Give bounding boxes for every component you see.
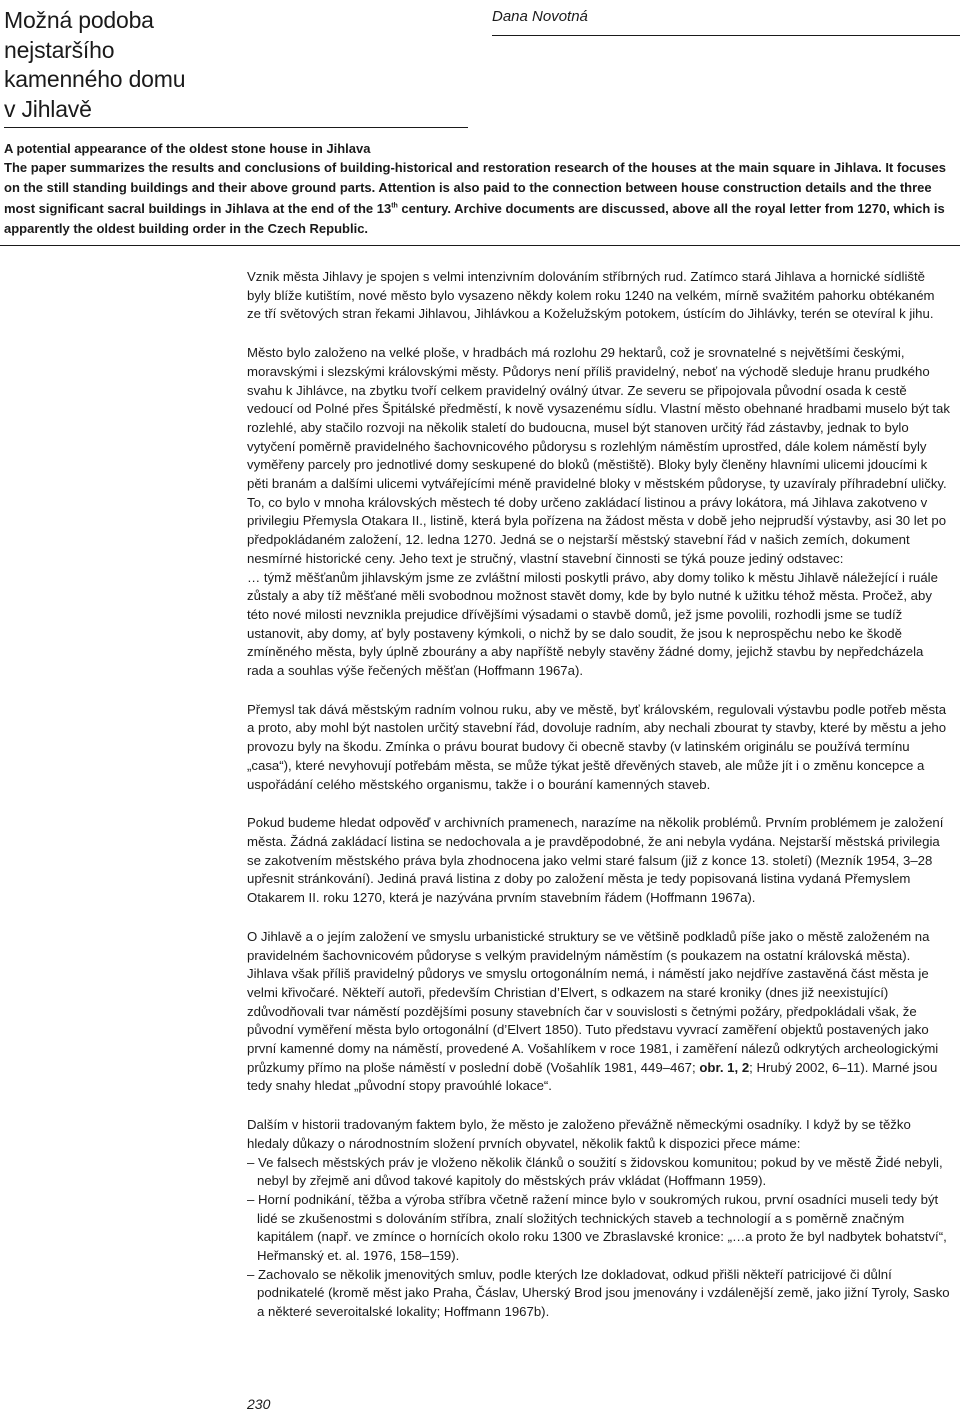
body-paragraph — [247, 928, 951, 1096]
body-paragraph — [247, 344, 951, 681]
title-line: v Jihlavě — [4, 95, 92, 122]
title-line: nejstaršího — [4, 36, 115, 63]
charter-quote: … týmž měšťanům jihlavským jsme ze zvláštní milosti poskytli právo, aby domy toliko k městu Jihlavě náležející i ruále zůstaly a aby tíž měšťané měli svobodnou možnost stavět domy, kde by bylo nutné k užitku téhož města. Pročež, aby této nové milosti nevznikla prejudice dřívějšími výsadami o stavbě domů, jež jsme povolili, rozhodli jsme se tudíž ustanovit, aby domy, ať byly postaveny kýmkoli, o nichž by se dalo soudit, že jsou k neprospěchu nebo ke škodě zmíněného města, byly úplně zbourány a aby napříště nebyly stavěny žádné domy, jejichž stavbu by nepředcházela rada a souhlas výše řečených měšťan (Hoffmann 1967a). — [247, 569, 938, 679]
list-item: – Zachovalo se několik jmenovitých smluv, podle kterých lze dokladovat, odkud přišli někteří patricijové či důlní podnikatelé (kromě měst jako Praha, Čáslav, Uherský Brod jsou jmenovány i vzdálenější země, jako jižní Tyroly, Sasko a některé severoitalské lokality; Hoffmann 1967b). — [247, 1266, 950, 1320]
page-number: 230 — [247, 1396, 271, 1412]
paragraph-text: Dalším v historii tradovaným faktem bylo, že město je založeno převážně německými osadníky. I když by se těžko hledaly důkazy o národnostním složení prvních obyvatel, několik faktů k dispozici přece máme: — [247, 1117, 911, 1151]
abstract-heading: A potential appearance of the oldest stone house in Jihlava — [4, 141, 371, 156]
facts-list — [247, 1154, 951, 1322]
paragraph-text: Město bylo založeno na velké ploše, v hradbách má rozlohu 29 hektarů, což je srovnatelné s největšími českými, moravskými i slezskými královskými městy. Půdorys není příliš pravidelný, neboť na východě sleduje hranu prudkého svahu k Jihlávce, na zbytku tvoří celkem pravidelný oválný útvar. Ze severu se připojovala původní osada k cestě vedoucí od Polné přes Špitálské předměstí, k nově vysazenému sídlu. Vlastní město obehnané hradbami muselo být tak rozlehlé, aby stačilo rozvoji na několik staletí do budoucna, musel být stanoven určitý řád zástavby, jednak to bylo vytyčení poměrně pravidelného šachovnicového půdorysu s rozlehlým náměstím uprostřed, dále kolem náměstí byly vyměřeny parcely pro jednotlivé domy seskupené do bloků (městiště). Bloky byly členěny hlavními ulicemi jdoucími k pěti branám a dalšími ulicemi vytvářejícími méně pravidelné bloky v městském půdoryse, ty uzavíraly příhradební uličky. To, co bylo v mnoha královských městech té doby určeno zakládací listinou a právy lokátora, má Jihlava zakotveno v privilegiu Přemysla Otakara II., listině, která byla pořízena na žádost města v době jeho nejprudší výstavby, asi 30 let po předpokládaném založení, 12. ledna 1270. Jedná se o nejstarší městský stavební řád v našich zemích, dokument nesmírné historické ceny. Jeho text je stručný, vlastní stavební činnosti se týká pouze jediný odstavec: — [247, 345, 950, 566]
abstract-text — [4, 160, 946, 235]
author-divider — [492, 35, 960, 36]
title-line: Možná podoba — [4, 7, 154, 33]
body-paragraph: Pokud budeme hledat odpověď v archivních pramenech, narazíme na několik problémů. Prvním problémem je založení města. Žádná zakládací listina se nedochovala a je pravděpodobné, že ani nebyla vydána. Nejstarší městská privilegia se zakotvením městského práva byla zhodnocena jako velmi staré falsum (již z konce 13. století) (Mezník 1954, 3–28 upřesnit stránkování). Jediná pravá listina z doby po založení města je tedy popisovaná listina vydaná Přemyslem Otakarem II. roku 1270, která je nazývána prvním stavebním řádem (Hoffmann 1967a). — [247, 815, 944, 906]
body-paragraph: Přemysl tak dává městským radním volnou ruku, aby ve městě, byť královském, regulovali výstavbu podle potřeb města a proto, aby mohl být nastolen určitý stavební řád, dovoluje radním, aby nechali zbourat ty stavby, které by městu a jeho provozu byly na škodu. Zmínka o právu bourat budovy či obecně stavby (v latinském originálu se používá termínu „casa“), které nevyhovují potřebám města, se může týkat ještě dřevěných staveb, ale může jít i o změnu koncepce a uspořádání celého městského organismu, takže i o bourání kamenných staveb. — [247, 701, 947, 792]
title-divider — [4, 127, 468, 128]
paragraph-text: ; Hrubý 2002, 6–11). Marné jsou tedy snahy hledat „původní stopy pravoúhlé lokace“. — [247, 1059, 938, 1094]
english-abstract — [4, 139, 956, 238]
paragraph-text: O Jihlavě a o jejím založení ve smyslu urbanistické struktury se ve většině podkladů píše jako o městě založeném na pravidelném šachovnicovém půdoryse s velkým pravidelným náměstím (s poukazem na ostatní královská města). Jihlava však příliš pravidelný půdorys ve smyslu ortogonálním nemá, i náměstí jako nejdříve zastavěná část města je velmi křivočaré. Někteří autoři, především Christian d’Elvert, s odkazem na staré kroniky (dnes již neexistující) zdůvodňovali tvar náměstí pozdějšími posuny stavebních čar v souvislosti s četnými požáry, předpokládali však, že původní vyměření města bylo ortogonální (d’Elvert 1850). Tuto představu vyvrací zaměření objektů postavených jako první kamenné domy na náměstí, provedené A. Vošahlíkem v roce 1981, i zaměření nálezů odkrytých archeologickými průzkumy přímo na ploše náměstí v poslední době (Vošahlík 1981, 449–467; — [247, 928, 939, 1075]
figure-reference: obr. 1, 2 — [699, 1059, 750, 1075]
title-line: kamenného domu — [4, 66, 186, 92]
list-item: – Horní podnikání, těžba a výroba stříbra včetně ražení mince bylo v soukromých rukou, první osadníci museli tedy být lidé se zkušenostmi s dolováním stříbra, znalí složitých technických staveb a technologií a s poměrně značným kapitálem (např. ve zmínce o hornících okolo roku 1300 ve Zbraslavské kronice: „…a proto že byl nadbytek bohatství“, Heřmanský et. al. 1976, 158–159). — [247, 1191, 947, 1264]
author-name: Dana Novotná — [492, 8, 588, 25]
body-paragraph — [247, 1116, 951, 1322]
abstract-divider — [0, 245, 960, 246]
article-body — [247, 268, 951, 1342]
abstract-text-part: century. Archive documents are discussed, above all the royal letter from 1270, which is apparently the oldest building order in the Czech Republic. — [4, 201, 945, 236]
body-paragraph: Vznik města Jihlavy je spojen s velmi intenzivním dolováním stříbrných rud. Zatímco stará Jihlava a hornické sídliště byly blíže kutištím, nové město bylo vysazeno někdy kolem roku 1240 na velkém, mírně svažitém pahorku obtékaném ze tří světových stran řekami Jihlavou, Jihlávkou a Koželužským potokem, ústícím do Jihlávky, terén se otevíral k jihu. — [247, 269, 935, 322]
article-title — [4, 6, 470, 124]
abstract-text-part: The paper summarizes the results and conclusions of building-historical and restoration research of the houses at the main square in Jihlava. It focuses on the still standing buildings and their above ground parts. Attention is also paid to the connection between house construction details and the three most significant sacral buildings in Jihlava at the end of the 13 — [4, 160, 947, 217]
list-item: – Ve falsech městských práv je vloženo několik článků o soužití s židovskou komunitou; pokud by ve městě Židé nebyli, nebyl by zřejmě ani důvod takové kapitoly do městských práv vkládat (Hoffmann 1959). — [247, 1154, 943, 1189]
superscript: th — [391, 202, 398, 210]
